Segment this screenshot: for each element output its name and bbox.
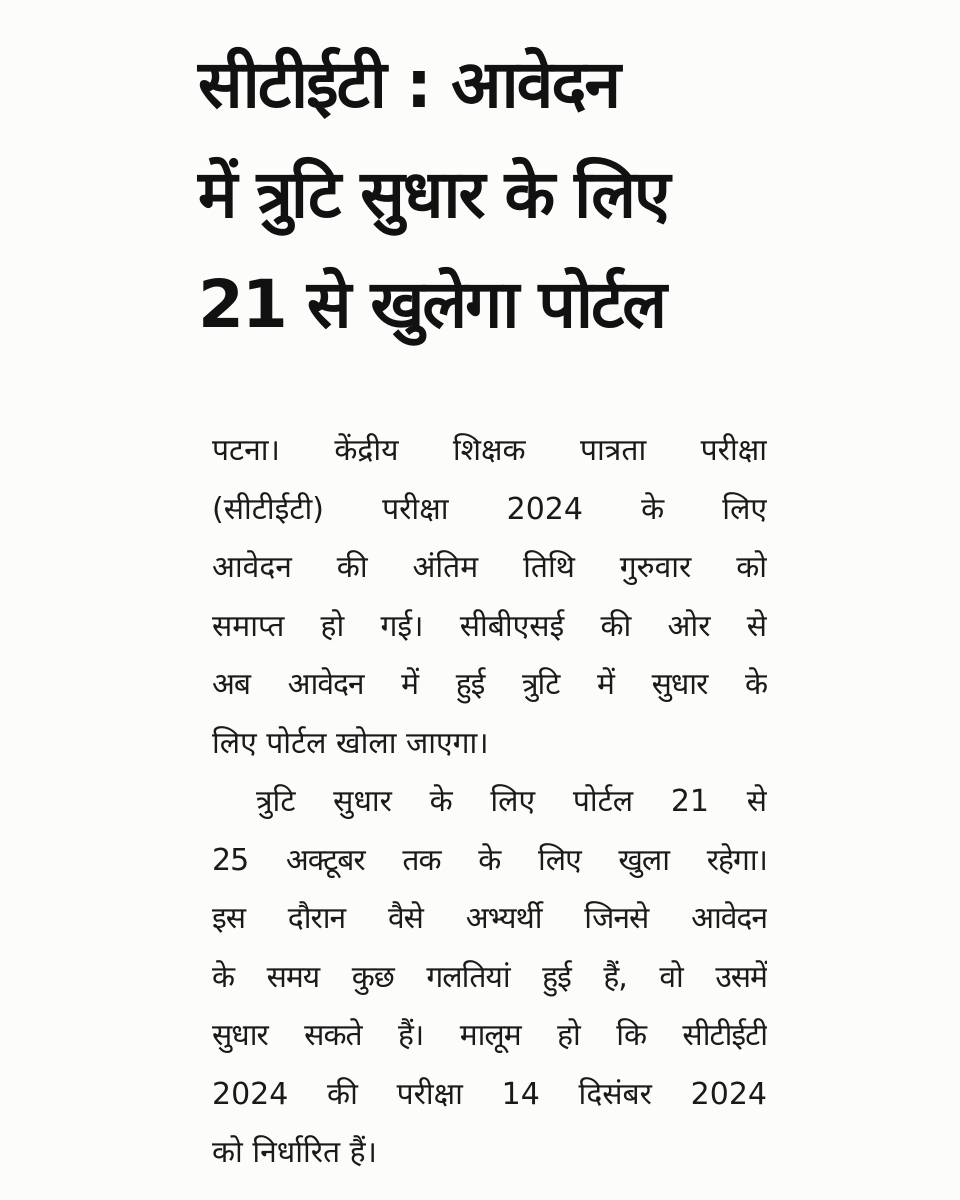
headline	[198, 30, 778, 360]
body-line: के समय कुछ गलतियां हुई हैं, वो उसमें	[212, 959, 767, 995]
headline-line-1: सीटीईटी : आवेदन	[198, 46, 620, 123]
body-line: (सीटीईटी) परीक्षा 2024 के लिए	[212, 491, 767, 527]
headline-line-3: 21 से खुलेगा पोर्टल	[198, 266, 665, 343]
body-line: आवेदन की अंतिम तिथि गुरुवार को	[212, 550, 767, 585]
headline-line-2: में त्रुटि सुधार के लिए	[198, 156, 669, 233]
body-line: त्रुटि सुधार के लिए पोर्टल 21 से	[256, 784, 767, 819]
body-line: लिए पोर्टल खोला जाएगा।	[212, 725, 489, 761]
body-line: सुधार सकते हैं। मालूम हो कि सीटीईटी	[212, 1018, 767, 1053]
body-line: पटना। केंद्रीय शिक्षक पात्रता परीक्षा	[212, 433, 767, 468]
body-line: 25 अक्टूबर तक के लिए खुला रहेगा।	[212, 842, 767, 878]
body-line: समाप्त हो गई। सीबीएसई की ओर से	[212, 608, 767, 644]
body-line: 2024 की परीक्षा 14 दिसंबर 2024	[212, 1076, 767, 1112]
body-line: को निर्धारित हैं।	[212, 1135, 377, 1170]
body-line: इस दौरान वैसे अभ्यर्थी जिनसे आवेदन	[212, 901, 767, 936]
body-line: अब आवेदन में हुई त्रुटि में सुधार के	[212, 667, 767, 702]
article-body	[212, 422, 767, 1183]
